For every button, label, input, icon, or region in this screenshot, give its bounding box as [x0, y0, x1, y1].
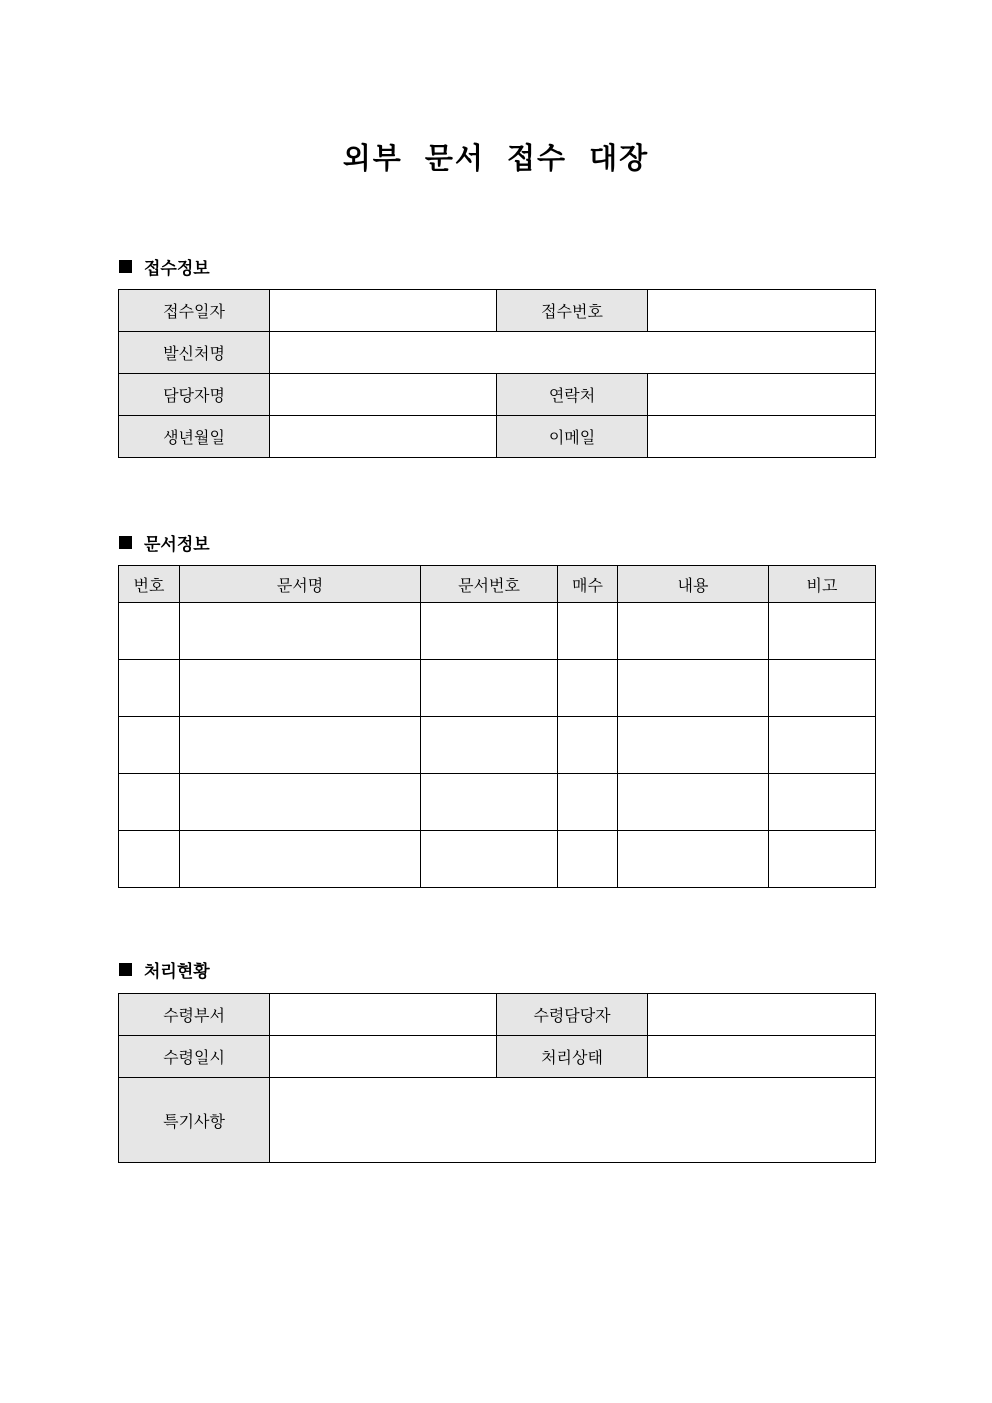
receiving-datetime-label: 수령일시	[119, 1036, 270, 1078]
column-header-pages: 매수	[558, 566, 618, 603]
receiving-manager-label: 수령담당자	[497, 994, 648, 1036]
receiving-dept-field[interactable]	[270, 994, 497, 1036]
cell-number[interactable]	[119, 717, 180, 774]
page-title: 외부 문서 접수 대장	[342, 141, 650, 175]
receipt-number-field[interactable]	[648, 290, 876, 332]
sender-label: 발신처명	[119, 332, 270, 374]
manager-name-label: 담당자명	[119, 374, 270, 416]
cell-doc-name[interactable]	[180, 660, 421, 717]
table-row	[119, 332, 876, 374]
cell-content[interactable]	[618, 831, 769, 888]
square-bullet-icon	[119, 963, 132, 976]
cell-pages[interactable]	[558, 603, 618, 660]
cell-doc-number[interactable]	[421, 717, 558, 774]
column-header-number: 번호	[119, 566, 180, 603]
column-header-doc-number: 문서번호	[421, 566, 558, 603]
birth-date-label: 생년월일	[119, 416, 270, 458]
remarks-label: 특기사항	[119, 1078, 270, 1163]
cell-doc-name[interactable]	[180, 603, 421, 660]
cell-number[interactable]	[119, 603, 180, 660]
cell-doc-number[interactable]	[421, 603, 558, 660]
section-heading-label: 처리현황	[144, 962, 210, 982]
receipt-date-label: 접수일자	[119, 290, 270, 332]
table-row	[119, 831, 876, 888]
column-header-content: 내용	[618, 566, 769, 603]
table-row	[119, 374, 876, 416]
cell-pages[interactable]	[558, 774, 618, 831]
cell-doc-name[interactable]	[180, 774, 421, 831]
cell-doc-name[interactable]	[180, 831, 421, 888]
section-heading-label: 접수정보	[144, 259, 210, 279]
square-bullet-icon	[119, 536, 132, 549]
cell-number[interactable]	[119, 660, 180, 717]
section-heading-label: 문서정보	[144, 535, 210, 555]
remarks-field[interactable]	[270, 1078, 876, 1163]
receiving-dept-label: 수령부서	[119, 994, 270, 1036]
table-row	[119, 603, 876, 660]
sender-field[interactable]	[270, 332, 876, 374]
birth-date-field[interactable]	[270, 416, 497, 458]
cell-doc-number[interactable]	[421, 774, 558, 831]
cell-pages[interactable]	[558, 717, 618, 774]
cell-pages[interactable]	[558, 660, 618, 717]
status-field[interactable]	[648, 1036, 876, 1078]
cell-number[interactable]	[119, 831, 180, 888]
table-row	[119, 717, 876, 774]
receiving-datetime-field[interactable]	[270, 1036, 497, 1078]
table-row	[119, 1078, 876, 1163]
cell-remarks[interactable]	[769, 774, 876, 831]
cell-number[interactable]	[119, 774, 180, 831]
section-heading-reception	[119, 254, 210, 279]
cell-doc-number[interactable]	[421, 831, 558, 888]
cell-remarks[interactable]	[769, 660, 876, 717]
cell-doc-number[interactable]	[421, 660, 558, 717]
email-label: 이메일	[497, 416, 648, 458]
status-label: 처리상태	[497, 1036, 648, 1078]
table-row	[119, 1036, 876, 1078]
cell-content[interactable]	[618, 717, 769, 774]
table-row	[119, 290, 876, 332]
cell-remarks[interactable]	[769, 717, 876, 774]
contact-label: 연락처	[497, 374, 648, 416]
processing-status-table	[118, 993, 876, 1163]
column-header-remarks: 비고	[769, 566, 876, 603]
document-info-table	[118, 565, 876, 888]
receiving-manager-field[interactable]	[648, 994, 876, 1036]
cell-doc-name[interactable]	[180, 717, 421, 774]
reception-info-table	[118, 289, 876, 458]
receipt-number-label: 접수번호	[497, 290, 648, 332]
manager-name-field[interactable]	[270, 374, 497, 416]
table-row	[119, 416, 876, 458]
table-row	[119, 774, 876, 831]
section-heading-documents	[119, 530, 210, 555]
cell-remarks[interactable]	[769, 831, 876, 888]
receipt-date-field[interactable]	[270, 290, 497, 332]
table-row	[119, 994, 876, 1036]
table-header-row	[119, 566, 876, 603]
contact-field[interactable]	[648, 374, 876, 416]
email-field[interactable]	[648, 416, 876, 458]
cell-pages[interactable]	[558, 831, 618, 888]
cell-content[interactable]	[618, 603, 769, 660]
cell-content[interactable]	[618, 774, 769, 831]
square-bullet-icon	[119, 260, 132, 273]
column-header-doc-name: 문서명	[180, 566, 421, 603]
cell-content[interactable]	[618, 660, 769, 717]
table-row	[119, 660, 876, 717]
cell-remarks[interactable]	[769, 603, 876, 660]
section-heading-processing	[119, 957, 210, 982]
